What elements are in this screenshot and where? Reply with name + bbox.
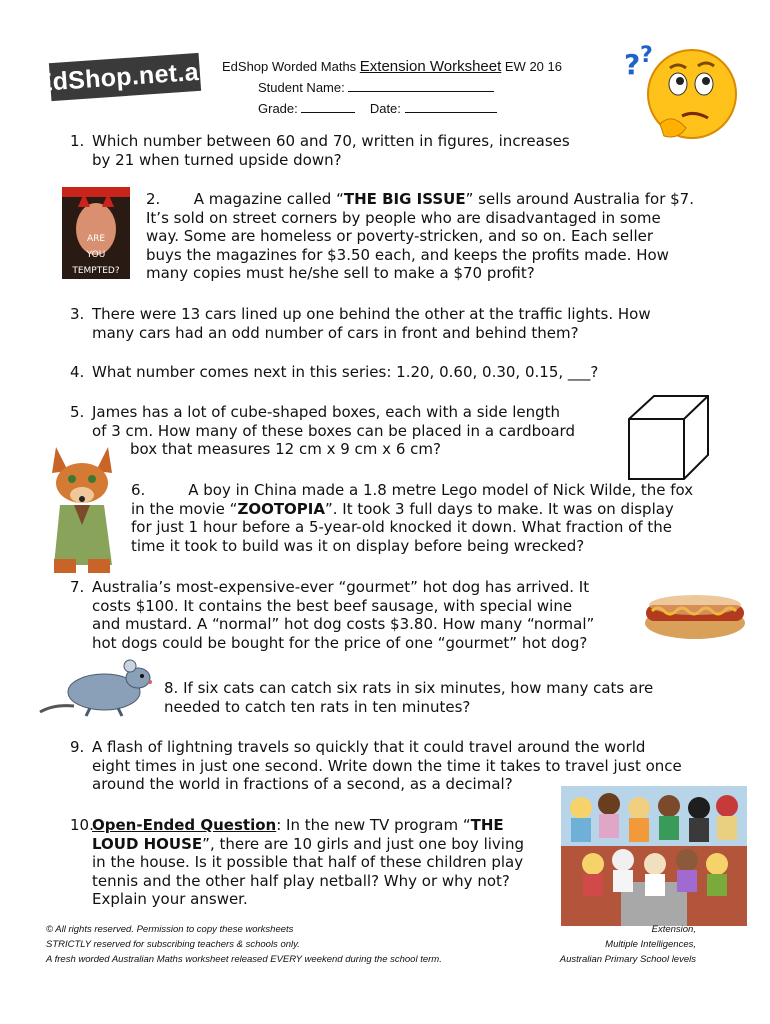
- q7-line: Australia’s most-expensive-ever “gourmet” hot dog has arrived. It: [92, 578, 590, 596]
- loud-house-image: [561, 786, 747, 926]
- magazine-text-are: ARE: [86, 234, 106, 244]
- worksheet-code: EW 20 16: [504, 59, 562, 74]
- q10-label: Open-Ended Question: [92, 816, 277, 834]
- big-issue-magazine-image: [62, 187, 130, 279]
- levels-footer: [520, 922, 696, 967]
- date-label: Date:: [369, 101, 401, 116]
- question-6: [131, 481, 751, 555]
- logo-text: EdShop.net.au: [34, 56, 216, 97]
- q10-show-name: THE: [470, 816, 504, 834]
- q9-line: A flash of lightning travels so quickly that it could travel around the world: [92, 738, 646, 756]
- question-2: [146, 190, 746, 283]
- worksheet-title: [222, 58, 562, 75]
- q6-line: time it took to build was it on display before being wrecked?: [131, 536, 585, 555]
- q9-number: 9.: [70, 738, 85, 756]
- footer-line: Multiple Intelligences,: [605, 939, 696, 950]
- q8-line: needed to catch ten rats in ten minutes?: [164, 697, 471, 716]
- q3-number: 3.: [70, 305, 85, 323]
- q5-line: of 3 cm. How many of these boxes can be placed in a cardboard: [92, 421, 575, 440]
- question-1: [70, 132, 630, 169]
- q6-number: 6.: [131, 481, 146, 499]
- q10-number: 10.: [70, 816, 94, 834]
- title-prefix: EdShop Worded Maths: [222, 59, 357, 74]
- hot-dog-image: [640, 583, 750, 643]
- q10-line: Explain your answer.: [92, 890, 248, 908]
- question-10: [70, 816, 560, 909]
- q8-number: 8.: [164, 679, 179, 697]
- q2-line: way. Some are homeless or poverty-stricken, and so on. Each seller: [146, 227, 654, 245]
- svg-text:?: ?: [624, 48, 641, 81]
- student-name-line[interactable]: [348, 80, 494, 92]
- q7-number: 7.: [70, 578, 85, 596]
- q3-line: There were 13 cars lined up one behind the other at the traffic lights. How: [92, 305, 651, 323]
- q2-text: A magazine called “: [193, 190, 344, 208]
- q5-number: 5.: [70, 403, 85, 421]
- thinking-emoji-icon: [620, 32, 740, 152]
- question-4: [70, 363, 730, 382]
- q10-show-name: LOUD HOUSE: [92, 834, 203, 853]
- footer-line: STRICTLY reserved for subscribing teachers & schools only.: [46, 939, 300, 950]
- q9-line: around the world in fractions of a second, as a decimal?: [92, 775, 513, 793]
- q10-text: ”, there are 10 girls and just one boy living: [202, 834, 524, 853]
- rat-image: [34, 656, 158, 720]
- footer-line: © All rights reserved. Permission to copy these worksheets: [46, 924, 294, 935]
- date-line[interactable]: [405, 101, 497, 113]
- student-name-label: Student Name:: [258, 80, 345, 95]
- grade-line[interactable]: [301, 101, 355, 113]
- edshop-logo: [34, 53, 216, 101]
- q3-line: many cars had an odd number of cars in front and behind them?: [92, 323, 579, 342]
- q2-line: many copies must he/she sell to make a $70 profit?: [146, 264, 535, 282]
- q6-text: ”. It took 3 full days to make. It was on display: [324, 499, 674, 518]
- q6-movie-name: ZOOTOPIA: [237, 499, 325, 518]
- q6-line: A boy in China made a 1.8 metre Lego model of Nick Wilde, the fox: [188, 481, 694, 499]
- q4-line: What number comes next in this series: 1.20, 0.60, 0.30, 0.15, ___?: [92, 363, 599, 381]
- question-5: [70, 403, 630, 459]
- q10-text: : In the new TV program “: [276, 816, 471, 834]
- q1-number: 1.: [70, 132, 85, 150]
- q5-line: box that measures 12 cm x 9 cm x 6 cm?: [130, 440, 441, 458]
- footer-line: Australian Primary School levels: [559, 954, 696, 965]
- q8-line: If six cats can catch six rats in six minutes, how many cats are: [183, 679, 654, 697]
- q2-number: 2.: [146, 190, 161, 208]
- copyright-footer: [46, 922, 442, 967]
- magazine-text-tempted: TEMPTED?: [72, 266, 120, 276]
- q6-line: for just 1 hour before a 5-year-old knocked it down. What fraction of the: [131, 518, 673, 536]
- footer-line: Extension,: [651, 924, 696, 935]
- svg-text:?: ?: [640, 43, 653, 68]
- q7-line: hot dogs could be bought for the price of one “gourmet” hot dog?: [92, 633, 588, 652]
- grade-label: Grade:: [258, 101, 298, 116]
- q2-line: It’s sold on street corners by people who are disadvantaged in some: [146, 208, 661, 227]
- cube-image: [626, 393, 712, 483]
- q2-line: buys the magazines for $3.50 each, and keeps the profits made. How: [146, 245, 669, 264]
- q9-line: eight times in just one second. Write down the time it takes to travel just once: [92, 756, 682, 775]
- footer-line: A fresh worded Australian Maths worksheet released EVERY weekend during the school term.: [46, 954, 442, 965]
- question-8: [164, 679, 724, 716]
- q1-line: by 21 when turned upside down?: [92, 150, 342, 169]
- title-main: Extension Worksheet: [359, 58, 502, 75]
- q10-line: in the house. Is it possible that half of these children play: [92, 853, 524, 871]
- question-7: [70, 578, 650, 652]
- q7-line: costs $100. It contains the best beef sausage, with special wine: [92, 596, 573, 615]
- q4-number: 4.: [70, 363, 85, 381]
- nick-wilde-fox-image: [42, 443, 124, 575]
- question-3: [70, 305, 730, 342]
- q5-line: James has a lot of cube-shaped boxes, each with a side length: [92, 403, 561, 421]
- student-name-row: [258, 80, 494, 95]
- q7-line: and mustard. A “normal” hot dog costs $3.80. How many “normal”: [92, 615, 595, 633]
- q2-text: ” sells around Australia for $7.: [465, 190, 694, 208]
- q2-magazine-name: THE BIG ISSUE: [343, 190, 466, 208]
- magazine-text-you: YOU: [86, 250, 106, 260]
- q1-line: Which number between 60 and 70, written in figures, increases: [92, 132, 570, 150]
- grade-date-row: [258, 101, 497, 116]
- q10-line: tennis and the other half play netball? Why or why not?: [92, 871, 510, 890]
- q6-text: in the movie “: [131, 499, 238, 518]
